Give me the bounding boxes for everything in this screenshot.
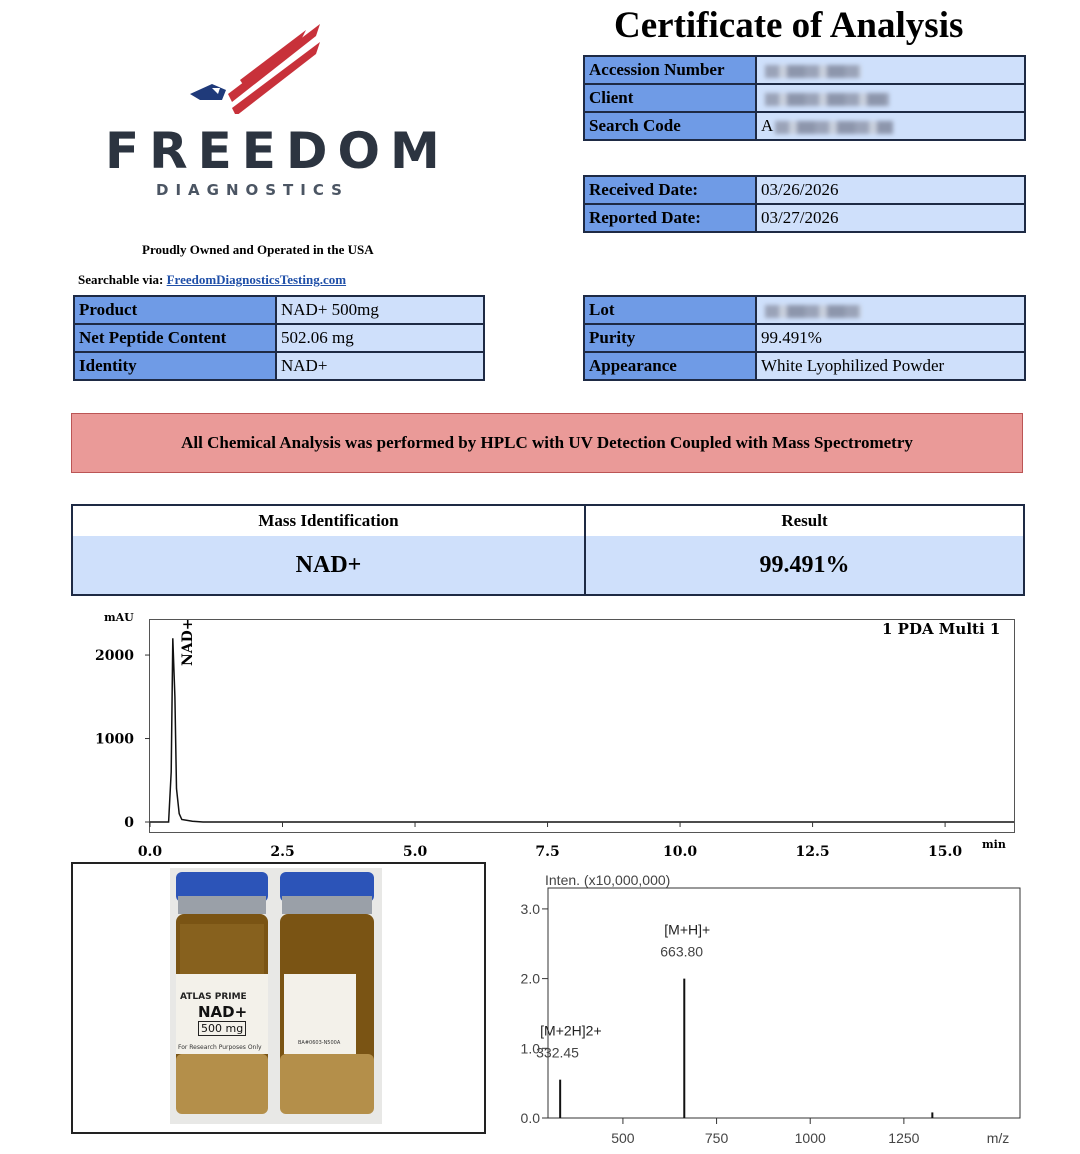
- mass-id-header: Mass Identification: [258, 511, 399, 530]
- ms-peak-mz: 332.45: [536, 1044, 579, 1061]
- result-value: 99.491%: [759, 552, 850, 578]
- product-key: Product: [74, 296, 276, 324]
- appearance-key: Appearance: [584, 352, 756, 380]
- peak-label: NAD+: [180, 618, 196, 666]
- ms-xlabel: m/z: [986, 1130, 1010, 1146]
- accession-number-key: Accession Number: [584, 56, 756, 84]
- ms-y-tick-label: 2.0: [520, 970, 540, 987]
- logo-wordmark: FREEDOM: [105, 122, 450, 180]
- ms-peak-label: [M+H]+: [664, 921, 711, 938]
- x-tick-label: 10.0: [663, 844, 698, 860]
- y-tick-label: 0: [124, 815, 134, 831]
- vial-brand: ATLAS PRIME: [180, 992, 247, 1002]
- ms-x-tick-label: 750: [704, 1130, 729, 1146]
- result-header: Result: [781, 511, 828, 530]
- vial-note: For Research Purposes Only: [178, 1044, 262, 1051]
- search-code-key: Search Code: [584, 112, 756, 140]
- received-date-key: Received Date:: [584, 176, 756, 204]
- x-tick-label: 7.5: [535, 844, 560, 860]
- net-peptide-value: 502.06 mg: [276, 324, 484, 352]
- ms-x-tick-label: 500: [611, 1130, 635, 1146]
- x-tick-label: 2.5: [270, 844, 295, 860]
- vial-name: NAD+: [198, 1003, 248, 1021]
- lot-key: Lot: [584, 296, 756, 324]
- x-tick-label: 12.5: [795, 844, 830, 860]
- ms-x-tick-label: 1000: [794, 1130, 826, 1146]
- ms-ylabel: Inten. (x10,000,000): [545, 872, 671, 888]
- identity-value: NAD+: [276, 352, 484, 380]
- purity-key: Purity: [584, 324, 756, 352]
- product-value: NAD+ 500mg: [276, 296, 484, 324]
- ms-y-tick-label: 0.0: [520, 1110, 540, 1126]
- searchable-label: Searchable via:: [78, 272, 164, 287]
- mass-id-value: NAD+: [295, 552, 362, 578]
- purity-value: 99.491%: [756, 324, 1025, 352]
- x-tick-label: 15.0: [928, 844, 963, 860]
- reported-date-key: Reported Date:: [584, 204, 756, 232]
- x-tick-label: 0.0: [137, 844, 163, 860]
- ms-y-tick-label: 1.0: [520, 1040, 540, 1057]
- method-banner: All Chemical Analysis was performed by HPLC with UV Detection Coupled with Mass Spectrometry: [71, 413, 1023, 473]
- ms-y-tick-label: 3.0: [520, 900, 540, 917]
- vial-code: BA#0603-N500A: [298, 1040, 341, 1046]
- website-link[interactable]: FreedomDiagnosticsTesting.com: [166, 272, 347, 287]
- appearance-value: White Lyophilized Powder: [756, 352, 1025, 380]
- page-title: Certificate of Analysis: [614, 5, 964, 46]
- ms-frame: [548, 888, 1020, 1118]
- chrom-xlabel: min: [982, 838, 1006, 851]
- vial-dose: 500 mg: [198, 1021, 246, 1036]
- identity-key: Identity: [74, 352, 276, 380]
- y-tick-label: 2000: [95, 648, 134, 665]
- ms-x-tick-label: 1250: [888, 1130, 920, 1146]
- search-code-text: A: [761, 116, 774, 135]
- tagline: Proudly Owned and Operated in the USA: [142, 242, 374, 257]
- chrom-legend: 1 PDA Multi 1: [882, 620, 1001, 638]
- reported-date-value: 03/27/2026: [756, 204, 1025, 232]
- ms-peak-mz: 663.80: [660, 943, 704, 960]
- received-date-value: 03/26/2026: [756, 176, 1025, 204]
- logo-subtitle: DIAGNOSTICS: [156, 181, 349, 199]
- chrom-ylabel: mAU: [104, 611, 134, 624]
- x-tick-label: 5.0: [402, 844, 428, 860]
- net-peptide-key: Net Peptide Content: [74, 324, 276, 352]
- y-tick-label: 1000: [95, 731, 134, 748]
- ms-peak-label: [M+2H]2+: [540, 1022, 602, 1039]
- client-key: Client: [584, 84, 756, 112]
